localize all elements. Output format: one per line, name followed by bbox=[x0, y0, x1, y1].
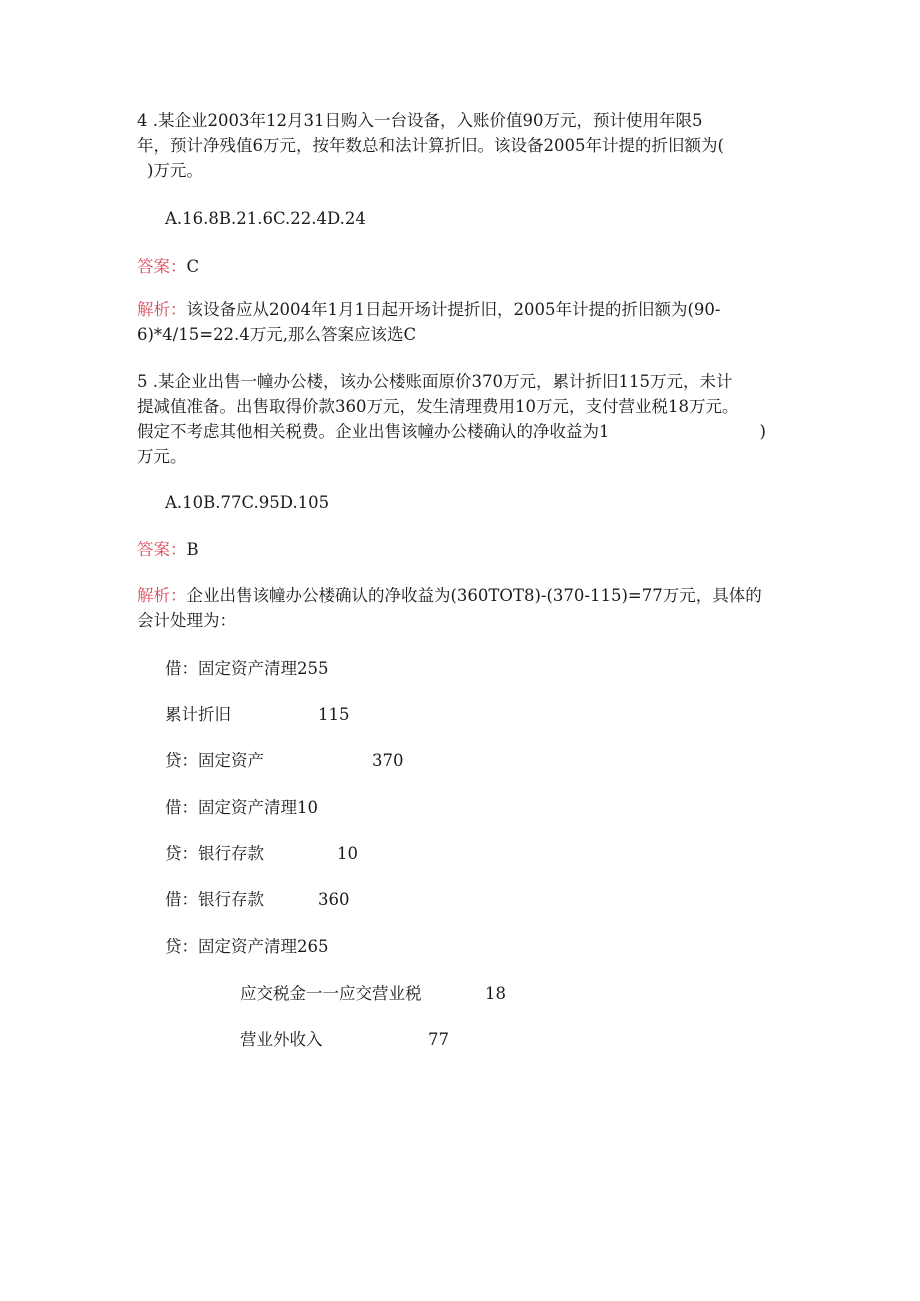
analysis-label: 解析： bbox=[137, 586, 187, 605]
entry-account: 累计折旧 bbox=[165, 705, 231, 724]
question-5-analysis bbox=[137, 583, 777, 633]
question-5-text bbox=[137, 369, 777, 469]
question-5-answer bbox=[137, 537, 777, 562]
entry-account: 贷：银行存款 bbox=[165, 844, 264, 863]
answer-value: C bbox=[186, 257, 200, 276]
entry-account: 贷：固定资产清理265 bbox=[165, 937, 329, 956]
entry-account: 借：固定资产清理10 bbox=[165, 798, 318, 817]
analysis-line-2: 会计处理为： bbox=[137, 611, 236, 630]
entry-account: 贷：固定资产 bbox=[165, 751, 264, 770]
question-4-line-2: 年，预计净残值6万元，按年数总和法计算折旧。该设备2005年计提的折旧额为( bbox=[137, 136, 724, 155]
question-5-line-2: 提减值准备。出售取得价款360万元，发生清理费用10万元，支付营业税18万元。 bbox=[137, 397, 739, 416]
question-4-answer bbox=[137, 254, 777, 279]
analysis-line-2: 6)*4/15=22.4万元,那么答案应该选C bbox=[137, 325, 417, 344]
entry-account: 应交税金一一应交营业税 bbox=[240, 984, 422, 1003]
entry-amount: 18 bbox=[485, 984, 506, 1003]
question-5-line-3: 假定不考虑其他相关税费。企业出售该幢办公楼确认的净收益为1 ) bbox=[137, 422, 766, 441]
question-5-line-4: 万元。 bbox=[137, 447, 187, 466]
entry-amount: 77 bbox=[428, 1030, 449, 1049]
analysis-line-1: 该设备应从2004年1月1日起开场计提折旧，2005年计提的折旧额为(90- bbox=[186, 300, 721, 319]
question-5-options: A.10B.77C.95D.105 bbox=[165, 493, 330, 512]
entry-amount: 10 bbox=[337, 844, 358, 863]
analysis-label: 解析： bbox=[137, 300, 187, 319]
question-4-options: A.16.8B.21.6C.22.4D.24 bbox=[165, 209, 366, 228]
entry-account: 借：固定资产清理255 bbox=[165, 659, 329, 678]
answer-value: B bbox=[186, 540, 199, 559]
answer-label: 答案： bbox=[137, 540, 187, 559]
analysis-line-1: 企业出售该幢办公楼确认的净收益为(360TOT8)-(370-115)=77万元，具体的 bbox=[186, 586, 762, 605]
question-4-line-3: )万元。 bbox=[147, 161, 203, 180]
entry-amount: 370 bbox=[372, 751, 404, 770]
question-5-line-1: 5 .某企业出售一幢办公楼，该办公楼账面原价370万元，累计折旧115万元，未计 bbox=[137, 372, 733, 391]
entry-account: 借：银行存款 bbox=[165, 890, 264, 909]
question-4-text bbox=[137, 108, 777, 183]
answer-label: 答案： bbox=[137, 257, 187, 276]
entry-amount: 115 bbox=[318, 705, 350, 724]
question-4-analysis bbox=[137, 297, 777, 347]
entry-amount: 360 bbox=[318, 890, 350, 909]
entry-account: 营业外收入 bbox=[240, 1030, 323, 1049]
question-4-line-1: 4 .某企业2003年12月31日购入一台设备，入账价值90万元，预计使用年限5 bbox=[137, 111, 703, 130]
